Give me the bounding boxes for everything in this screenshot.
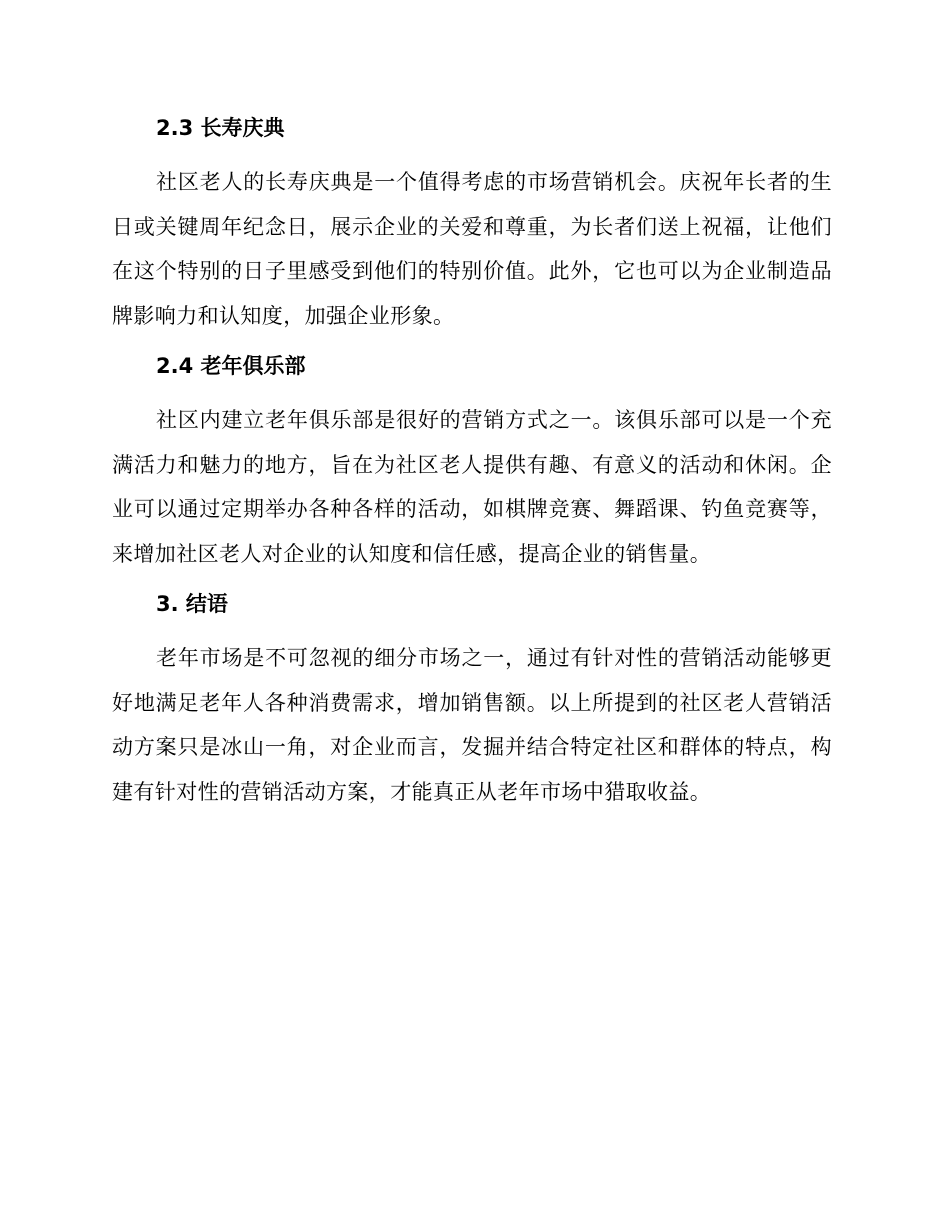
section-heading-longevity-celebration: 2.3 长寿庆典 [156,116,285,140]
section-heading-senior-club: 2.4 老年俱乐部 [156,354,306,378]
section-paragraph-conclusion: 老年市场是不可忽视的细分市场之一，通过有针对性的营销活动能够更好地满足老年人各种消费需求，增加销售额。以上所提到的社区老人营销活动方案只是冰山一角，对企业而言，发掘并结合特定社区和群体的特点，构建有针对性的营销活动方案，才能真正从老年市场中猎取收益。 [112,646,832,804]
section-paragraph-senior-club: 社区内建立老年俱乐部是很好的营销方式之一。该俱乐部可以是一个充满活力和魅力的地方，旨在为社区老人提供有趣、有意义的活动和休闲。企业可以通过定期举办各种各样的活动，如棋牌竞赛、舞蹈课、钓鱼竞赛等，来增加社区老人对企业的认知度和信任感，提高企业的销售量。 [112,408,832,566]
section-heading-conclusion: 3. 结语 [156,592,228,616]
document-page [112,110,832,814]
section-paragraph-longevity-celebration: 社区老人的长寿庆典是一个值得考虑的市场营销机会。庆祝年长者的生日或关键周年纪念日，展示企业的关爱和尊重，为长者们送上祝福，让他们在这个特别的日子里感受到他们的特别价值。此外，它也可以为企业制造品牌影响力和认知度，加强企业形象。 [112,170,832,328]
